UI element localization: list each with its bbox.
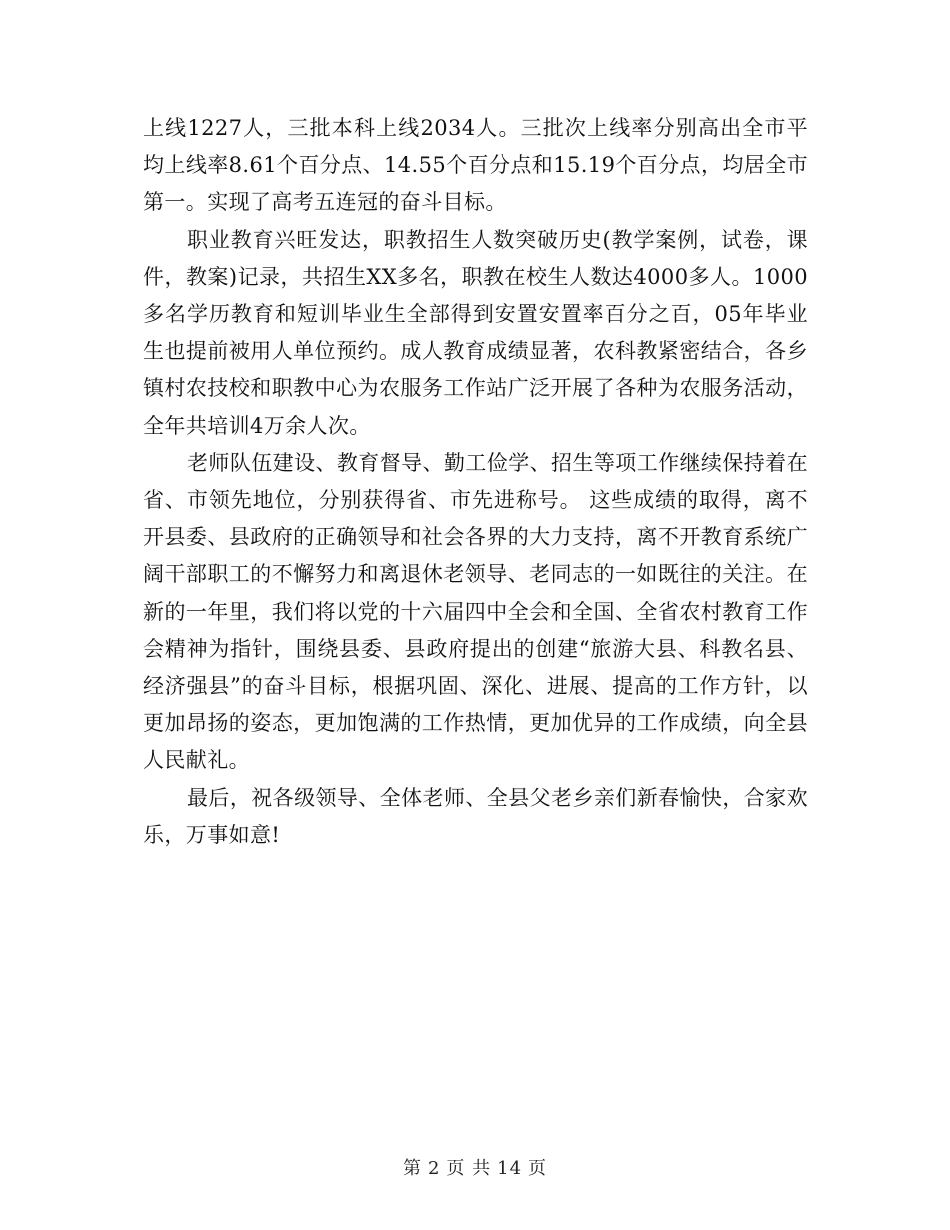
total-page-number: 14 bbox=[497, 1158, 523, 1179]
footer-suffix: 页 bbox=[528, 1158, 548, 1179]
paragraph-vocational-education: 职业教育兴旺发达，职教招生人数突破历史(教学案例，试卷，课件，教案)记录，共招生XX多名，职教在校生人数达4000多人。1000多名学历教育和短训毕业生全部得到安置安置率百分之百，05年毕业生也提前被用人单位预约。成人教育成绩显著，农科教紧密结合，各乡镇村农技校和职教中心为农服务工作站广泛开展了各种为农服务活动，全年共培训4万余人次。 bbox=[143, 227, 808, 438]
paragraph-closing-wishes: 最后，祝各级领导、全体老师、全县父老乡亲们新春愉快，合家欢乐，万事如意! bbox=[143, 785, 808, 847]
document-body bbox=[143, 110, 808, 854]
current-page-number: 2 bbox=[427, 1158, 441, 1179]
page-footer bbox=[0, 1154, 950, 1180]
footer-prefix: 第 bbox=[402, 1158, 422, 1179]
paragraph-teacher-team: 老师队伍建设、教育督导、勤工俭学、招生等项工作继续保持着在省、市领先地位，分别获得省、市先进称号。 这些成绩的取得，离不开县委、县政府的正确领导和社会各界的大力支持，离不开教育系统广阔干部职工的不懈努力和离退休老领导、老同志的一如既往的关注。在新的一年里，我们将以党的十六届四中全会和全国、全省农村教育工作会精神为指针，围绕县委、县政府提出的创建“旅游大县、科教名县、经济强县”的奋斗目标，根据巩固、深化、进展、提高的工作方针，以更加昂扬的姿态，更加饱满的工作热情，更加优异的工作成绩，向全县人民献礼。 bbox=[143, 450, 808, 773]
footer-mid: 页 共 bbox=[446, 1158, 492, 1179]
paragraph-continuation: 上线1227人，三批本科上线2034人。三批次上线率分别高出全市平均上线率8.61个百分点、14.55个百分点和15.19个百分点，均居全市第一。实现了高考五连冠的奋斗目标。 bbox=[143, 116, 808, 215]
